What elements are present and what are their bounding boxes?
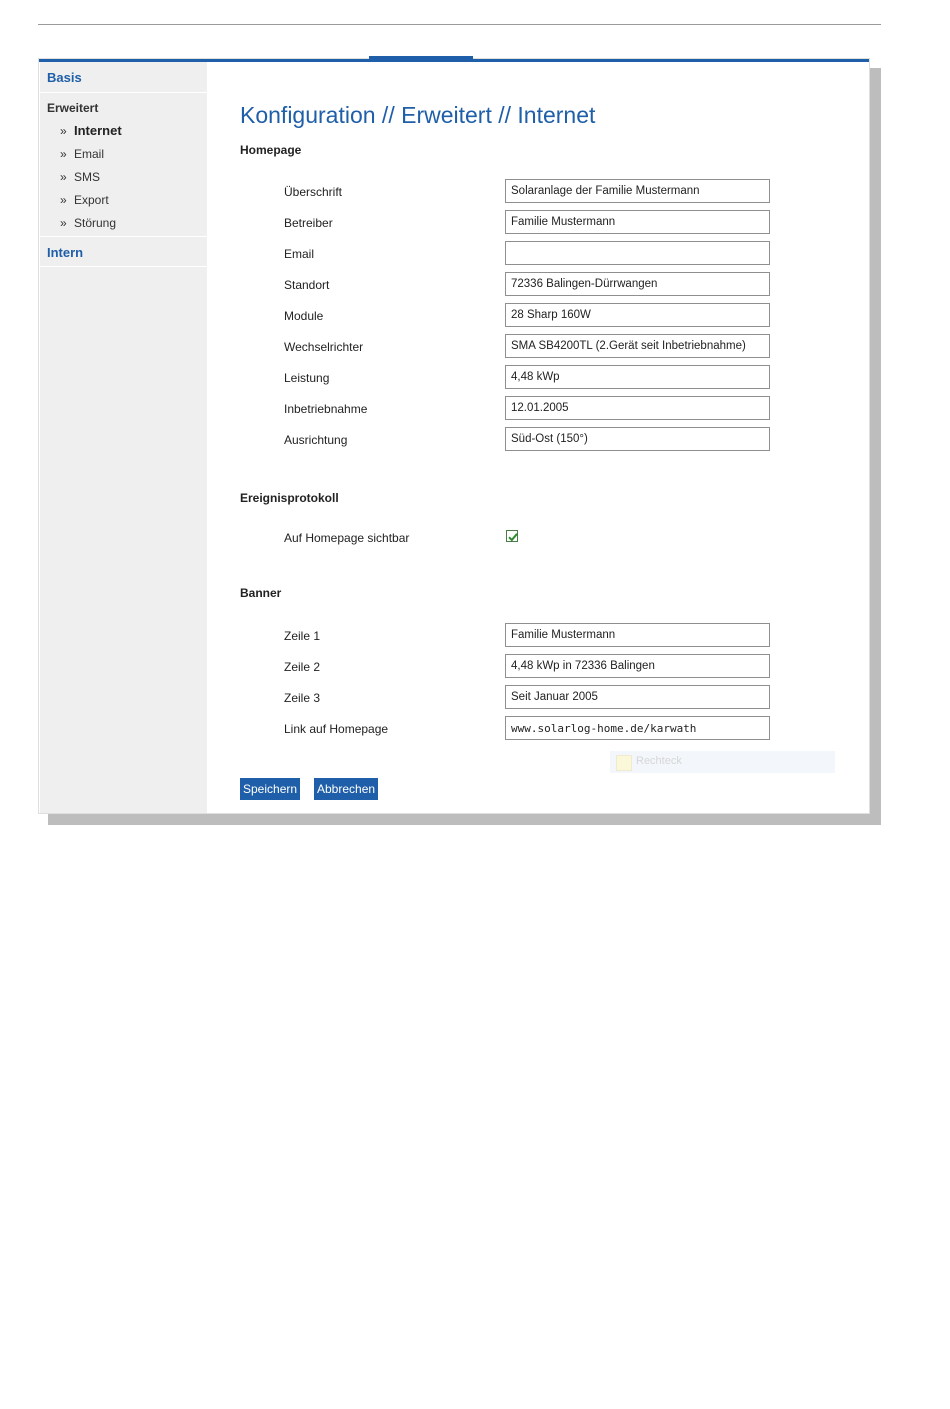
save-button[interactable]: Speichern [240,778,300,800]
field-label-module: Module [284,309,324,323]
wechselrichter-input[interactable] [505,334,770,358]
field-label-link-homepage: Link auf Homepage [284,722,389,736]
sidebar-item-erweitert[interactable]: Erweitert [47,101,99,115]
page-title: Konfiguration // Erweitert // Internet [240,102,596,128]
module-input[interactable] [505,303,770,327]
section-heading-banner: Banner [240,586,282,600]
checkbox-label-homepage-visible: Auf Homepage sichtbar [284,531,410,545]
link-homepage-input[interactable] [505,716,770,740]
top-divider [38,24,881,25]
field-label-inbetriebnahme: Inbetriebnahme [284,402,368,416]
config-window [38,58,870,814]
standort-input[interactable] [505,272,770,296]
sidebar-item-intern[interactable]: Intern [47,245,84,260]
field-label-standort: Standort [284,278,330,292]
sidebar-item-export[interactable] [60,193,109,207]
sidebar-item-basis[interactable]: Basis [47,70,82,85]
sidebar-item-label: Störung [74,216,117,230]
rectangle-icon [616,755,632,771]
zeile-2-input[interactable] [505,654,770,678]
field-label-zeile-3: Zeile 3 [284,691,321,705]
ausrichtung-input[interactable] [505,427,770,451]
bullet-icon: » [60,216,67,230]
bullet-icon: » [60,147,67,161]
field-label-betreiber: Betreiber [284,216,333,230]
sidebar-item-sms[interactable] [60,170,100,184]
field-label-ausrichtung: Ausrichtung [284,433,348,447]
sidebar-section-intern[interactable] [40,237,207,267]
zeile-3-input[interactable] [505,685,770,709]
field-label-email: Email [284,247,315,261]
bullet-icon: » [60,124,67,138]
leistung-input[interactable] [505,365,770,389]
sidebar [40,62,207,813]
bullet-icon: » [60,170,67,184]
field-label-wechselrichter: Wechselrichter [284,340,364,354]
section-heading-homepage: Homepage [240,143,302,157]
sidebar-item-email[interactable] [60,147,104,161]
betreiber-input[interactable] [505,210,770,234]
sidebar-section-erweitert [40,93,207,237]
field-label-ueberschrift: Überschrift [284,185,343,199]
bullet-icon: » [60,193,67,207]
sidebar-item-label: Internet [74,123,122,138]
field-label-zeile-1: Zeile 1 [284,629,321,643]
inbetriebnahme-input[interactable] [505,396,770,420]
sidebar-item-internet[interactable] [60,123,122,138]
sidebar-item-label: Export [74,193,109,207]
zeile-1-input[interactable] [505,623,770,647]
sidebar-section-basis[interactable] [40,62,207,93]
sidebar-item-label: SMS [74,170,101,184]
section-heading-ereignisprotokoll: Ereignisprotokoll [240,491,339,505]
ueberschrift-input[interactable] [505,179,770,203]
field-label-leistung: Leistung [284,371,330,385]
email-input[interactable] [505,241,770,265]
cancel-button[interactable]: Abbrechen [314,778,378,800]
ghost-label: Rechteck [636,755,682,767]
sidebar-item-label: Email [74,147,105,161]
sidebar-item-stoerung[interactable] [60,216,116,230]
active-tab-indicator [369,56,473,59]
checkmark-icon [507,531,519,543]
homepage-visible-checkbox[interactable] [506,530,518,542]
field-label-zeile-2: Zeile 2 [284,660,321,674]
ghost-shape-overlay [610,751,835,773]
